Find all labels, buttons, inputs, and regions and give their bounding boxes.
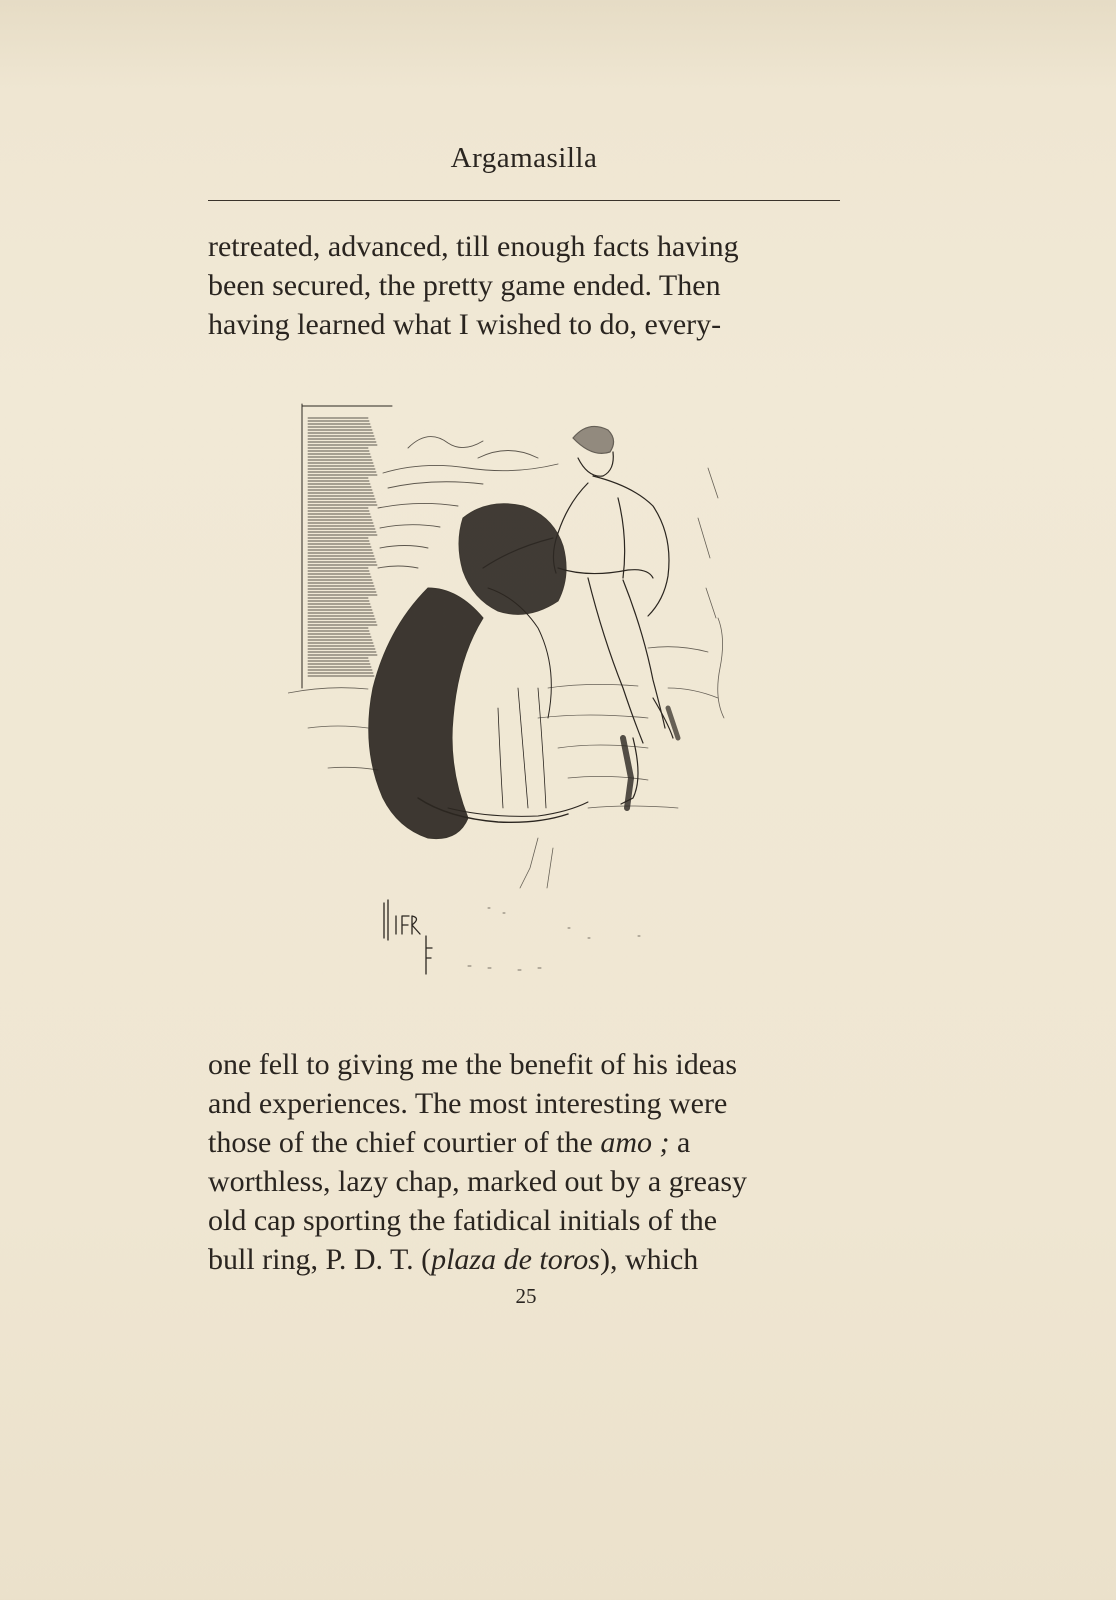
italic-term: amo ; — [600, 1126, 670, 1159]
text-line: and experiences. The most interesting were — [208, 1087, 728, 1120]
text-line — [208, 1123, 844, 1162]
text-run: ), which — [599, 1243, 699, 1276]
sketch-illustration — [288, 388, 778, 1008]
woman-figure — [369, 504, 588, 839]
running-head: Argamasilla — [450, 142, 598, 174]
header-rule — [208, 200, 840, 201]
text-line: been secured, the pretty game ended. Then — [208, 269, 721, 302]
text-line: old cap sporting the fatidical initials of the — [208, 1204, 718, 1237]
text-line: worthless, lazy chap, marked out by a greasy — [208, 1165, 747, 1198]
text-run: those of the chief courtier of the — [208, 1126, 601, 1159]
italic-term: plaza de toros — [431, 1243, 600, 1276]
man-figure — [483, 426, 678, 808]
page-number: 25 — [515, 1284, 537, 1308]
text-block-bottom — [208, 1045, 844, 1279]
wall-hatching — [302, 404, 392, 688]
text-block-top — [208, 227, 844, 344]
text-run: a — [669, 1126, 691, 1159]
text-line — [208, 1240, 844, 1279]
text-line: one fell to giving me the benefit of his ideas — [208, 1048, 738, 1081]
artist-monogram — [384, 900, 432, 974]
text-line: retreated, advanced, till enough facts having — [208, 230, 739, 263]
text-line: having learned what I wished to do, every- — [208, 308, 722, 341]
text-run: bull ring, P. D. T. ( — [208, 1243, 432, 1276]
